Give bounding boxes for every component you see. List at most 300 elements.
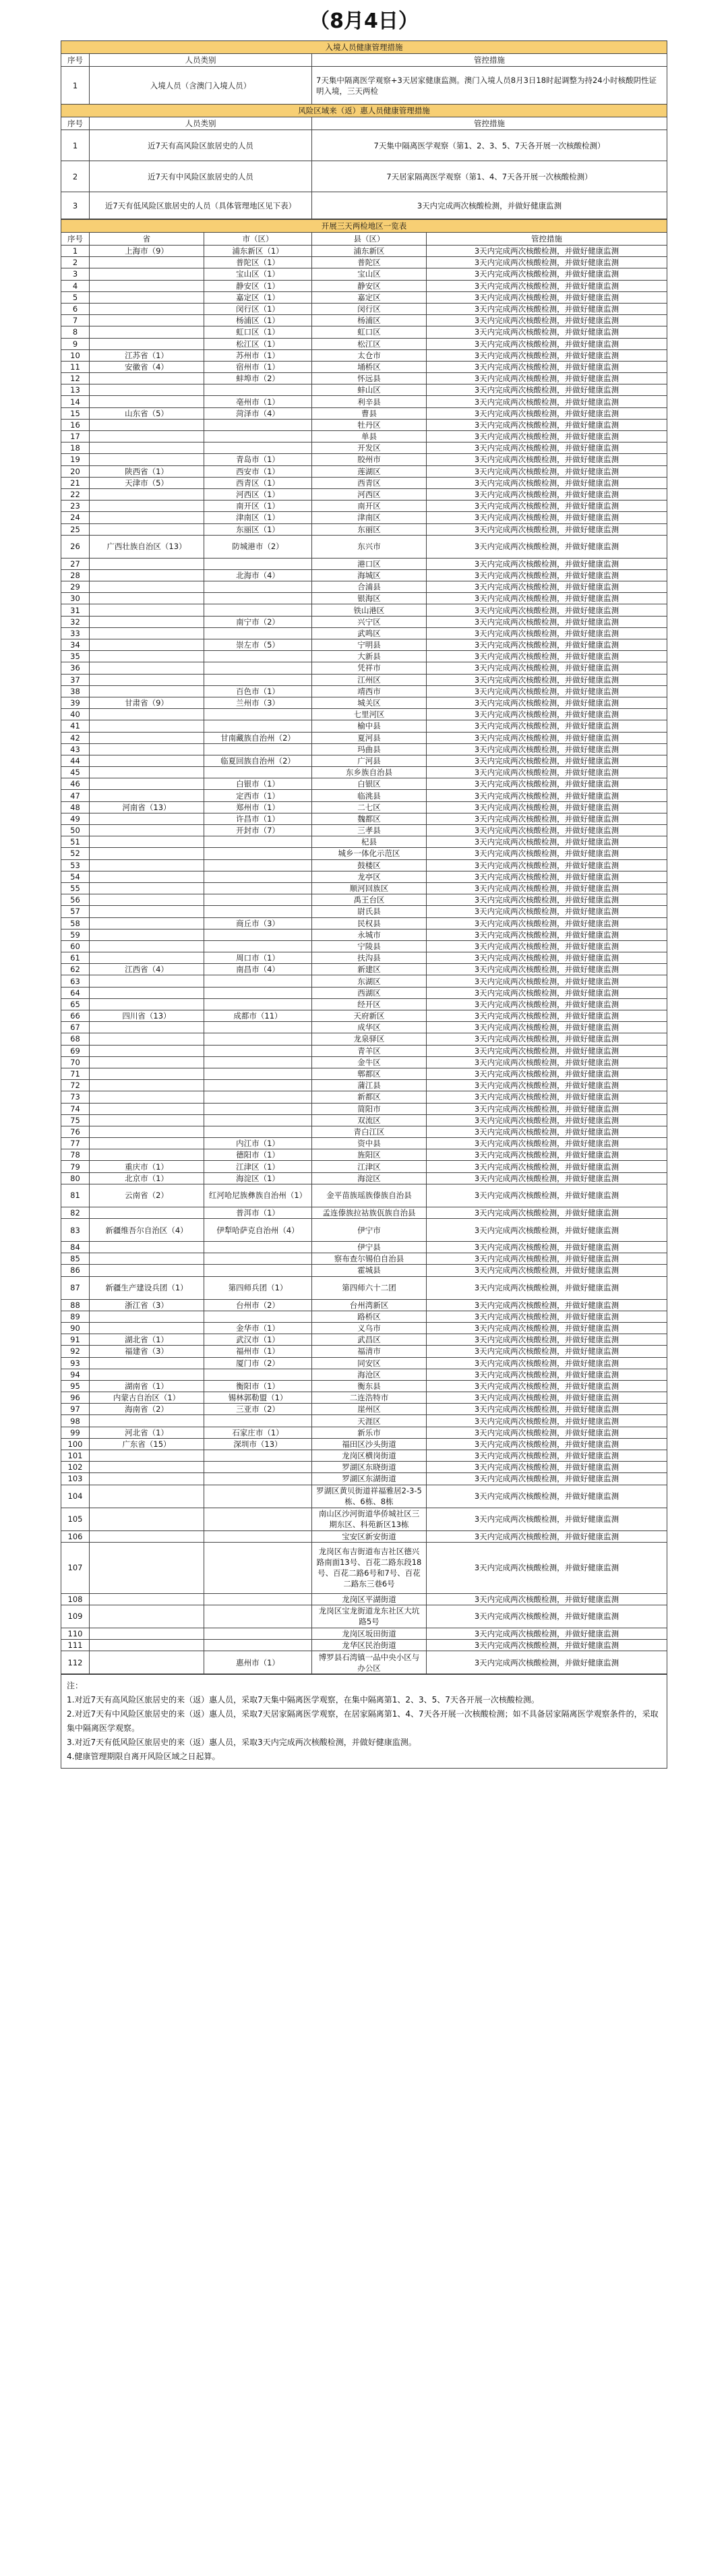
row-province (90, 442, 204, 454)
row-province: 江苏省（1） (90, 349, 204, 361)
row-measure: 3天内完成两次核酸检测，并做好健康监测 (427, 1184, 667, 1207)
row-city: 松江区（1） (204, 338, 312, 349)
row-province (90, 1628, 204, 1639)
table-row (61, 1311, 667, 1322)
table-row (61, 1172, 667, 1184)
row-measure: 3天内完成两次核酸检测，并做好健康监测 (427, 732, 667, 743)
row-province (90, 1138, 204, 1149)
row-city: 甘南藏族自治州（2） (204, 732, 312, 743)
row-no: 106 (61, 1530, 90, 1542)
row-city: 厦门市（2） (204, 1357, 312, 1369)
table-row (61, 1508, 667, 1530)
row-no: 60 (61, 940, 90, 952)
row-county: 第四师六十二团 (312, 1276, 427, 1299)
row-county: 龙华区民治街道 (312, 1640, 427, 1651)
row-county: 河西区 (312, 488, 427, 500)
row-measure: 3天内完成两次核酸检测，并做好健康监测 (427, 882, 667, 894)
row-city: 商丘市（3） (204, 917, 312, 929)
row-province (90, 767, 204, 778)
table-row (61, 303, 667, 314)
row-no: 77 (61, 1138, 90, 1149)
row-province (90, 720, 204, 732)
row-county: 天涯区 (312, 1415, 427, 1427)
table-row (61, 1357, 667, 1369)
row-no: 38 (61, 685, 90, 697)
table-row (61, 1010, 667, 1022)
row-province (90, 639, 204, 651)
row-city (204, 940, 312, 952)
table-row (61, 1114, 667, 1126)
row-city: 深圳市（13） (204, 1438, 312, 1450)
row-city (204, 1114, 312, 1126)
row-county: 青白江区 (312, 1126, 427, 1137)
row-province (90, 1103, 204, 1114)
row-province: 新疆生产建设兵团（1） (90, 1276, 204, 1299)
row-province (90, 1357, 204, 1369)
row-no: 1 (61, 246, 90, 257)
row-province (90, 1311, 204, 1322)
row-county: 扶沟县 (312, 952, 427, 964)
row-city: 衡阳市（1） (204, 1380, 312, 1392)
table-row (61, 1450, 667, 1462)
row-city (204, 894, 312, 906)
row-county: 浦东新区 (312, 246, 427, 257)
row-province: 江西省（4） (90, 964, 204, 975)
table-row (61, 801, 667, 813)
row-city: 嘉定区（1） (204, 291, 312, 303)
row-county: 津南区 (312, 512, 427, 523)
row-city (204, 662, 312, 674)
row-measure: 3天内完成两次核酸检测，并做好健康监测 (427, 1593, 667, 1605)
row-city: 成都市（11） (204, 1010, 312, 1022)
table-row (61, 373, 667, 384)
row-measure: 3天内完成两次核酸检测，并做好健康监测 (427, 246, 667, 257)
row-province: 海南省（2） (90, 1404, 204, 1415)
row-city: 许昌市（1） (204, 813, 312, 824)
row-city (204, 1369, 312, 1380)
row-no: 97 (61, 1404, 90, 1415)
table-row (61, 500, 667, 512)
row-measure: 3天内完成两次核酸检测，并做好健康监测 (427, 1010, 667, 1022)
table-row (61, 1628, 667, 1639)
row-measure: 3天内完成两次核酸检测，并做好健康监测 (427, 442, 667, 454)
row-no: 41 (61, 720, 90, 732)
row-no: 8 (61, 326, 90, 338)
row-county: 路桥区 (312, 1311, 427, 1322)
row-measure: 3天内完成两次核酸检测，并做好健康监测 (427, 593, 667, 604)
row-measure: 3天内完成两次核酸检测，并做好健康监测 (427, 1651, 667, 1674)
row-province: 浙江省（3） (90, 1299, 204, 1311)
table-row (61, 1415, 667, 1427)
row-measure: 3天内完成两次核酸检测，并做好健康监测 (427, 1427, 667, 1438)
table-row (61, 1322, 667, 1334)
row-city (204, 1253, 312, 1265)
row-county: 伊宁县 (312, 1242, 427, 1253)
row-county: 尉氏县 (312, 906, 427, 917)
row-measure: 3天内完成两次核酸检测，并做好健康监测 (427, 1392, 667, 1404)
row-province (90, 1605, 204, 1628)
row-no: 79 (61, 1161, 90, 1172)
row-county: 曹县 (312, 407, 427, 419)
row-no: 52 (61, 848, 90, 859)
row-measure: 3天内完成两次核酸检测，并做好健康监测 (427, 674, 667, 685)
table-row (61, 1462, 667, 1473)
row-province: 新疆维吾尔自治区（4） (90, 1219, 204, 1242)
table-row (61, 674, 667, 685)
row-county: 闵行区 (312, 303, 427, 314)
row-no: 63 (61, 975, 90, 987)
row-city (204, 1593, 312, 1605)
row-province: 内蒙古自治区（1） (90, 1392, 204, 1404)
row-no: 33 (61, 627, 90, 639)
row-measure: 3天内完成两次核酸检测，并做好健康监测 (427, 1473, 667, 1485)
table-row (61, 790, 667, 801)
table-row (61, 1022, 667, 1033)
row-county: 城乡一体化示范区 (312, 848, 427, 859)
row-measure: 3天内完成两次核酸检测，并做好健康监测 (427, 859, 667, 871)
list-header-province: 省 (90, 233, 204, 246)
row-county: 简阳市 (312, 1103, 427, 1114)
row-province (90, 373, 204, 384)
row-province (90, 257, 204, 268)
row-city (204, 987, 312, 998)
area-list-body (61, 246, 667, 1674)
risk-row-type: 近7天有低风险区旅居史的人员（具体管理地区见下表） (90, 192, 312, 219)
table-row (61, 338, 667, 349)
table-row (61, 917, 667, 929)
row-county: 广河县 (312, 755, 427, 766)
row-measure: 3天内完成两次核酸检测，并做好健康监测 (427, 697, 667, 708)
row-measure: 3天内完成两次核酸检测，并做好健康监测 (427, 871, 667, 882)
row-city: 石家庄市（1） (204, 1427, 312, 1438)
list-band: 开展三天两检地区一览表 (61, 220, 667, 233)
row-county: 龙岗区坂田街道 (312, 1628, 427, 1639)
row-county: 郫都区 (312, 1068, 427, 1079)
table-row (61, 581, 667, 593)
row-province (90, 616, 204, 627)
row-city (204, 1242, 312, 1253)
row-province (90, 1640, 204, 1651)
row-measure: 3天内完成两次核酸检测，并做好健康监测 (427, 1404, 667, 1415)
row-measure: 3天内完成两次核酸检测，并做好健康监测 (427, 535, 667, 558)
row-province (90, 674, 204, 685)
row-county: 开发区 (312, 442, 427, 454)
row-measure: 3天内完成两次核酸检测，并做好健康监测 (427, 1369, 667, 1380)
row-no: 75 (61, 1114, 90, 1126)
table-row (61, 755, 667, 766)
table-row (61, 384, 667, 396)
row-city: 兰州市（3） (204, 697, 312, 708)
row-city: 蚌埠市（2） (204, 373, 312, 384)
row-city (204, 1473, 312, 1485)
row-county: 宁明县 (312, 639, 427, 651)
row-no: 24 (61, 512, 90, 523)
row-province (90, 1462, 204, 1473)
row-city (204, 419, 312, 430)
row-city (204, 1091, 312, 1103)
row-no: 69 (61, 1045, 90, 1056)
row-measure: 3天内完成两次核酸检测，并做好健康监测 (427, 1103, 667, 1114)
row-no: 105 (61, 1508, 90, 1530)
row-measure: 3天内完成两次核酸检测，并做好健康监测 (427, 1450, 667, 1462)
row-province (90, 651, 204, 662)
row-measure: 3天内完成两次核酸检测，并做好健康监测 (427, 1242, 667, 1253)
row-city (204, 906, 312, 917)
table-row (61, 1265, 667, 1276)
row-no: 36 (61, 662, 90, 674)
row-county: 衡东县 (312, 1380, 427, 1392)
row-province (90, 326, 204, 338)
row-county: 七里河区 (312, 709, 427, 720)
row-city (204, 848, 312, 859)
row-county: 伊宁市 (312, 1219, 427, 1242)
row-measure: 3天内完成两次核酸检测，并做好健康监测 (427, 1299, 667, 1311)
row-county: 东湖区 (312, 975, 427, 987)
row-province (90, 998, 204, 1010)
row-city (204, 1542, 312, 1593)
row-measure: 3天内完成两次核酸检测，并做好健康监测 (427, 1508, 667, 1530)
table-row (61, 1080, 667, 1091)
row-measure: 3天内完成两次核酸检测，并做好健康监测 (427, 338, 667, 349)
row-county: 顺河回族区 (312, 882, 427, 894)
row-province: 湖南省（1） (90, 1380, 204, 1392)
row-county: 海沧区 (312, 1369, 427, 1380)
table-row (61, 836, 667, 848)
row-measure: 3天内完成两次核酸检测，并做好健康监测 (427, 1485, 667, 1508)
row-no: 49 (61, 813, 90, 824)
row-no: 2 (61, 257, 90, 268)
table-row (61, 315, 667, 326)
table-row (61, 326, 667, 338)
table-row (61, 477, 667, 488)
table-row (61, 1651, 667, 1674)
row-county: 龙岗区宝龙街道龙东社区大坑路5号 (312, 1605, 427, 1628)
row-city (204, 1462, 312, 1473)
row-no: 88 (61, 1299, 90, 1311)
row-county: 资中县 (312, 1138, 427, 1149)
row-measure: 3天内完成两次核酸检测，并做好健康监测 (427, 1219, 667, 1242)
table-row (61, 1045, 667, 1056)
table-row (61, 825, 667, 836)
row-city (204, 1508, 312, 1530)
table-row (61, 651, 667, 662)
row-measure: 3天内完成两次核酸检测，并做好健康监测 (427, 1640, 667, 1651)
row-county: 单县 (312, 431, 427, 442)
row-city (204, 1530, 312, 1542)
table-row (61, 1253, 667, 1265)
row-city: 惠州市（1） (204, 1651, 312, 1674)
list-header-city: 市（区） (204, 233, 312, 246)
table-row (61, 1530, 667, 1542)
row-no: 80 (61, 1172, 90, 1184)
row-county: 靖西市 (312, 685, 427, 697)
row-measure: 3天内完成两次核酸检测，并做好健康监测 (427, 1022, 667, 1033)
row-no: 10 (61, 349, 90, 361)
row-city: 北海市（4） (204, 569, 312, 581)
row-city (204, 1126, 312, 1137)
row-province: 天津市（5） (90, 477, 204, 488)
table-row (61, 1404, 667, 1415)
row-no: 93 (61, 1357, 90, 1369)
table-row (61, 454, 667, 465)
row-city: 西青区（1） (204, 477, 312, 488)
table-row (61, 1605, 667, 1628)
table-row (61, 1033, 667, 1045)
entry-header-measure: 管控措施 (312, 54, 667, 67)
row-county: 胶州市 (312, 454, 427, 465)
row-county: 宝安区新安街道 (312, 1530, 427, 1542)
row-no: 43 (61, 743, 90, 755)
row-city: 崇左市（5） (204, 639, 312, 651)
note-item: 1.对近7天有高风险区旅居史的来（返）惠人员，采取7天集中隔离医学观察，在集中隔离第1、2、3、5、7天各开展一次核酸检测。 (67, 1695, 539, 1705)
area-list-table (61, 219, 667, 1674)
risk-row-measure: 3天内完成两次核酸检测，并做好健康监测 (312, 192, 667, 219)
table-row (61, 697, 667, 708)
row-city (204, 604, 312, 616)
row-county: 江州区 (312, 674, 427, 685)
row-city: 周口市（1） (204, 952, 312, 964)
row-county: 武昌区 (312, 1334, 427, 1346)
notes-heading: 注： (67, 1681, 84, 1691)
row-measure: 3天内完成两次核酸检测，并做好健康监测 (427, 801, 667, 813)
row-city: 开封市（7） (204, 825, 312, 836)
row-province (90, 917, 204, 929)
row-county: 二连浩特市 (312, 1392, 427, 1404)
row-city: 金华市（1） (204, 1322, 312, 1334)
row-no: 64 (61, 987, 90, 998)
row-province (90, 1651, 204, 1674)
row-measure: 3天内完成两次核酸检测，并做好健康监测 (427, 558, 667, 569)
row-no: 5 (61, 291, 90, 303)
risk-row-measure: 7天集中隔离医学观察（第1、2、3、5、7天各开展一次核酸检测） (312, 130, 667, 161)
row-province (90, 848, 204, 859)
row-no: 39 (61, 697, 90, 708)
entry-risk-sheet (61, 40, 667, 1769)
row-county: 莲湖区 (312, 465, 427, 477)
row-county: 宝山区 (312, 268, 427, 280)
row-no: 84 (61, 1242, 90, 1253)
row-no: 58 (61, 917, 90, 929)
row-city (204, 1068, 312, 1079)
row-measure: 3天内完成两次核酸检测，并做好健康监测 (427, 825, 667, 836)
table-row (61, 743, 667, 755)
row-county: 兴宁区 (312, 616, 427, 627)
row-province (90, 1450, 204, 1462)
row-city: 郑州市（1） (204, 801, 312, 813)
row-province (90, 1045, 204, 1056)
row-no: 15 (61, 407, 90, 419)
row-province (90, 581, 204, 593)
row-province (90, 604, 204, 616)
row-county: 静安区 (312, 280, 427, 291)
row-city: 闵行区（1） (204, 303, 312, 314)
row-county: 南山区沙河街道华侨城社区三期东区、科苑新区13栋 (312, 1508, 427, 1530)
table-row (61, 1473, 667, 1485)
row-province (90, 1126, 204, 1137)
row-measure: 3天内完成两次核酸检测，并做好健康监测 (427, 1276, 667, 1299)
row-city: 东丽区（1） (204, 523, 312, 535)
row-city: 海淀区（1） (204, 1172, 312, 1184)
table-row (61, 268, 667, 280)
row-county: 城关区 (312, 697, 427, 708)
row-province (90, 419, 204, 430)
row-no: 72 (61, 1080, 90, 1091)
row-measure: 3天内完成两次核酸检测，并做好健康监测 (427, 743, 667, 755)
row-city: 普洱市（1） (204, 1207, 312, 1218)
row-county: 同安区 (312, 1357, 427, 1369)
row-city: 亳州市（1） (204, 396, 312, 407)
row-province (90, 569, 204, 581)
row-province (90, 593, 204, 604)
row-no: 73 (61, 1091, 90, 1103)
table-row (61, 998, 667, 1010)
entry-row-no: 1 (61, 67, 90, 105)
row-county: 西青区 (312, 477, 427, 488)
table-row (61, 964, 667, 975)
row-no: 54 (61, 871, 90, 882)
row-measure: 3天内完成两次核酸检测，并做好健康监测 (427, 906, 667, 917)
table-row (61, 685, 667, 697)
row-province (90, 882, 204, 894)
row-county: 孟连傣族拉祜族佤族自治县 (312, 1207, 427, 1218)
row-measure: 3天内完成两次核酸检测，并做好健康监测 (427, 755, 667, 766)
row-city (204, 431, 312, 442)
row-measure: 3天内完成两次核酸检测，并做好健康监测 (427, 790, 667, 801)
row-measure: 3天内完成两次核酸检测，并做好健康监测 (427, 929, 667, 940)
row-county: 合浦县 (312, 581, 427, 593)
table-row (61, 732, 667, 743)
row-county: 义乌市 (312, 1322, 427, 1334)
risk-row-no: 3 (61, 192, 90, 219)
row-measure: 3天内完成两次核酸检测，并做好健康监测 (427, 488, 667, 500)
row-county: 三孝县 (312, 825, 427, 836)
row-province (90, 1508, 204, 1530)
row-county: 普陀区 (312, 257, 427, 268)
table-row (61, 894, 667, 906)
row-city: 伊犁哈萨克自治州（4） (204, 1219, 312, 1242)
row-measure: 3天内完成两次核酸检测，并做好健康监测 (427, 407, 667, 419)
row-measure: 3天内完成两次核酸检测，并做好健康监测 (427, 639, 667, 651)
row-measure: 3天内完成两次核酸检测，并做好健康监测 (427, 303, 667, 314)
table-row (61, 987, 667, 998)
row-county: 蒲江县 (312, 1080, 427, 1091)
table-row (61, 419, 667, 430)
row-no: 65 (61, 998, 90, 1010)
row-province: 甘肃省（9） (90, 697, 204, 708)
row-measure: 3天内完成两次核酸检测，并做好健康监测 (427, 952, 667, 964)
risk-row-measure: 7天居家隔离医学观察（第1、4、7天各开展一次核酸检测） (312, 161, 667, 192)
row-county: 嘉定区 (312, 291, 427, 303)
row-no: 57 (61, 906, 90, 917)
row-measure: 3天内完成两次核酸检测，并做好健康监测 (427, 523, 667, 535)
row-measure: 3天内完成两次核酸检测，并做好健康监测 (427, 778, 667, 790)
row-city: 德阳市（1） (204, 1149, 312, 1161)
row-province: 河南省（13） (90, 801, 204, 813)
table-row (61, 593, 667, 604)
table-row (61, 569, 667, 581)
row-measure: 3天内完成两次核酸检测，并做好健康监测 (427, 1045, 667, 1056)
row-no: 20 (61, 465, 90, 477)
row-measure: 3天内完成两次核酸检测，并做好健康监测 (427, 1114, 667, 1126)
row-no: 27 (61, 558, 90, 569)
row-no: 92 (61, 1346, 90, 1357)
row-province (90, 1068, 204, 1079)
row-no: 91 (61, 1334, 90, 1346)
note-item: 3.对近7天有低风险区旅居史的来（返）惠人员，采取3天内完成两次核酸检测，并做好健康监测。 (67, 1738, 417, 1748)
row-no: 40 (61, 709, 90, 720)
row-city (204, 1311, 312, 1322)
row-measure: 3天内完成两次核酸检测，并做好健康监测 (427, 512, 667, 523)
